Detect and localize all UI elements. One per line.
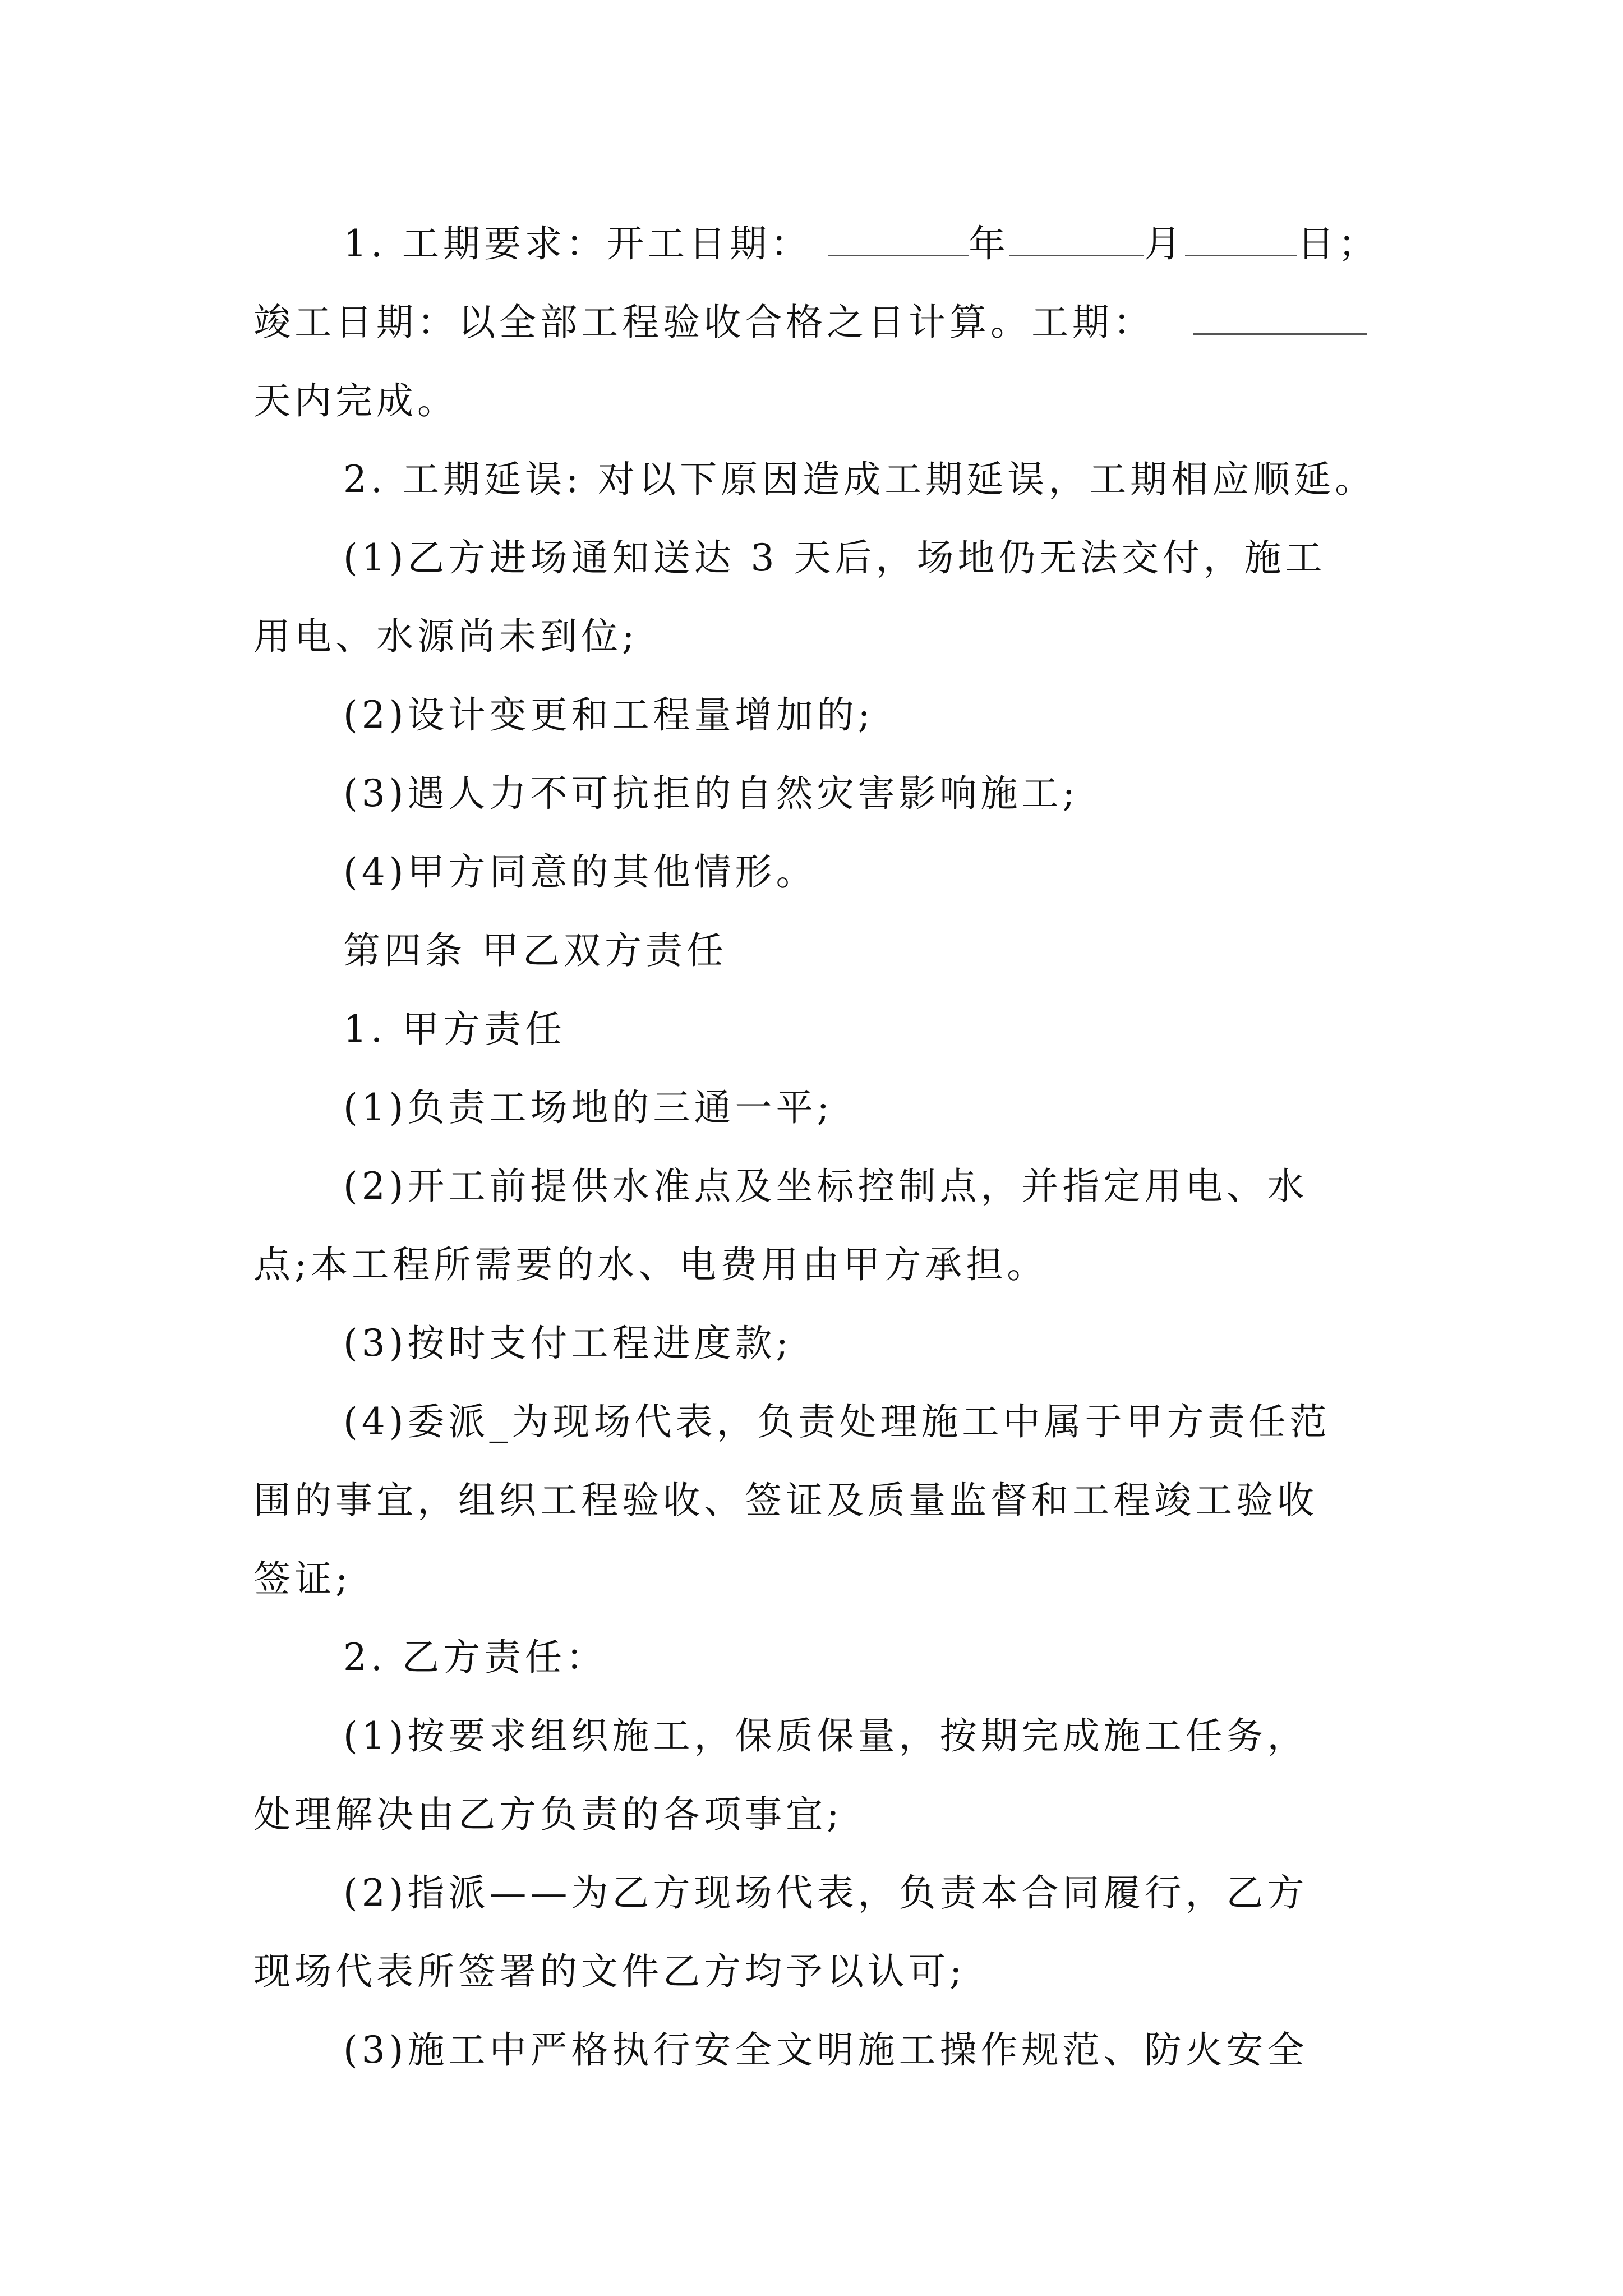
delay-item-3: (3)遇人力不可抗拒的自然灾害影响施工; — [343, 772, 1079, 815]
blank-year — [828, 220, 969, 256]
year-label: 年 — [968, 222, 1009, 265]
delay-item-1-cont: 用电、水源尚未到位; — [253, 615, 639, 658]
party-a-heading: 1. 甲方责任 — [343, 1007, 566, 1051]
clause-text: 1. 工期要求：开工日期： — [343, 222, 811, 265]
day-label: 日； — [1297, 222, 1379, 265]
clause-schedule-delay: 2. 工期延误: 对以下原因造成工期延误，工期相应顺延。 — [343, 458, 1376, 501]
article-heading: 第四条 甲乙双方责任 — [343, 929, 727, 972]
blank-month — [1009, 220, 1144, 256]
clause-text: 竣工日期：以全部工程验收合格之日计算。工期： — [253, 301, 1154, 344]
party-b-heading: 2. 乙方责任： — [343, 1636, 607, 1679]
party-a-item-4-cont: 签证; — [253, 1557, 352, 1600]
party-b-item-1: (1)按要求组织施工，保质保量，按期完成施工任务， — [343, 1714, 1308, 1757]
delay-item-2: (2)设计变更和工程量增加的; — [343, 693, 874, 737]
party-b-item-2: (2)指派——为乙方现场代表，负责本合同履行，乙方 — [343, 1871, 1308, 1915]
party-b-item-1-cont: 处理解决由乙方负责的各项事宜; — [253, 1793, 843, 1836]
party-a-item-4: (4)委派_为现场代表，负责处理施工中属于甲方责任范 — [343, 1400, 1331, 1443]
clause-text-line: 天内完成。 — [253, 379, 458, 422]
clause-completion-date — [253, 283, 1386, 362]
party-a-item-2: (2)开工前提供水准点及坐标控制点，并指定用电、水 — [343, 1165, 1308, 1208]
clause-schedule-requirement — [253, 205, 1386, 283]
delay-item-4: (4)甲方同意的其他情形。 — [343, 850, 817, 894]
party-a-item-4-cont: 围的事宜，组织工程验收、签证及质量监督和工程竣工验收 — [253, 1479, 1318, 1522]
blank-day — [1185, 220, 1297, 256]
party-a-item-1: (1)负责工场地的三通一平; — [343, 1086, 833, 1129]
document-body — [253, 205, 1386, 2090]
party-b-item-2-cont: 现场代表所签署的文件乙方均予以认可; — [253, 1950, 966, 1993]
party-a-item-2-cont: 点;本工程所需要的水、电费用由甲方承担。 — [253, 1243, 1048, 1286]
party-a-item-3: (3)按时支付工程进度款; — [343, 1322, 792, 1365]
blank-period — [1193, 298, 1367, 335]
month-label: 月 — [1144, 222, 1185, 265]
party-b-item-3: (3)施工中严格执行安全文明施工操作规范、防火安全 — [343, 2028, 1308, 2072]
delay-item-1: (1)乙方进场通知送达 3 天后，场地仍无法交付，施工 — [343, 536, 1326, 579]
